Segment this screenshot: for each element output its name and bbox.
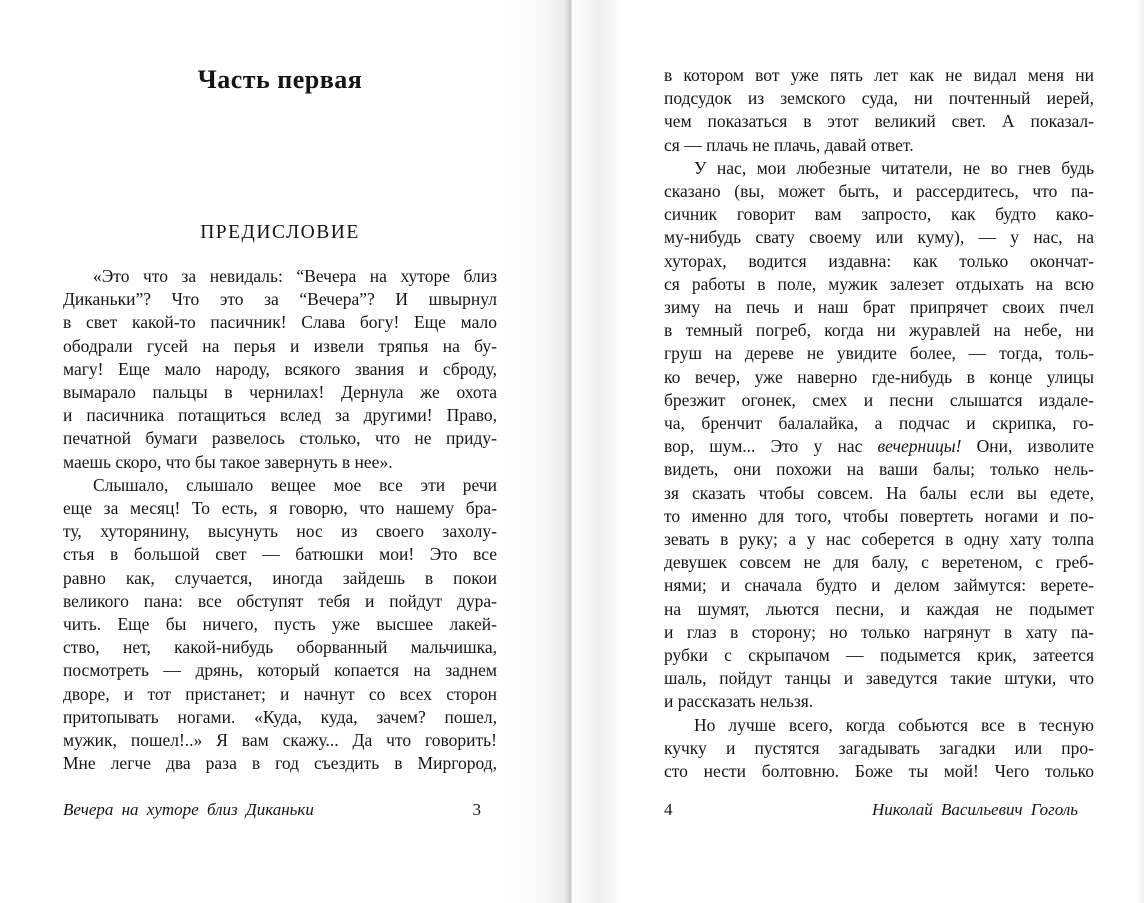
text-line: стья в большой свет — батюшки мои! Это все — [63, 544, 497, 565]
paragraph — [664, 714, 1094, 784]
paragraph — [63, 474, 497, 776]
text-line: подсудок из земского суда, ни почтенный иерей, — [664, 88, 1094, 109]
text-line: ство, нет, какой-нибудь оборванный мальчишка, — [63, 637, 497, 658]
text-line: «Это что за невидаль: “Вечера на хуторе близ — [93, 266, 497, 286]
page-edge-shade — [1136, 0, 1144, 903]
text-line: магу! Еще мало народу, всякого звания и сброду, — [63, 358, 497, 379]
text-line: равно как, случается, иногда зайдешь в покои — [63, 567, 497, 588]
chapter-heading: ПРЕДИСЛОВИЕ — [200, 222, 360, 243]
text-line: сичник говорит вам запросто, как будто како- — [664, 204, 1094, 225]
text-line: ту, хуторянину, высунуть нос из своего захолу- — [63, 521, 497, 542]
text-line: вор, шум... Это у нас вечерницы! Они, изволите — [664, 436, 1094, 457]
text-line: зя сказать чтобы совсем. На балы если вы едете, — [664, 482, 1094, 503]
text-line: девушек совсем не для балу, с веретеном, с греб- — [664, 552, 1094, 573]
text-line: на шумят, льются песни, и каждая не подымет — [664, 598, 1094, 619]
footer-page-number: 3 — [472, 800, 481, 819]
page-gutter-shadow — [500, 0, 640, 903]
text-line: брезжит огонек, смех и песни слышатся издале- — [664, 389, 1094, 410]
text-line: мужик, пошел!..» Я вам скажу... Да что говорить! — [63, 730, 497, 751]
text-line: сказано (вы, может быть, и рассердитесь, что па- — [664, 181, 1094, 202]
left-page-body-text — [63, 265, 497, 775]
text-line: Диканьки”? Что это за “Вечера”? И швырнул — [63, 289, 497, 310]
text-line: ча, бренчит балалайка, а подчас и скрипка, го- — [664, 413, 1094, 434]
text-line: ся работы в поле, мужик залезет отдыхать на всю — [664, 273, 1094, 294]
left-page-footer — [63, 799, 497, 821]
text-line: в свет какой-то пасичник! Слава богу! Еще мало — [63, 312, 497, 333]
text-line: чить. Еще бы ничего, пусть уже высшее лакей- — [63, 614, 497, 635]
text-line: ся — плачь не плачь, давай ответ. — [664, 134, 914, 155]
text-line: му-нибудь свату своему или куму), — у нас, на — [664, 227, 1094, 248]
text-line: Слышало, слышало вещее мое все эти речи — [93, 474, 497, 495]
right-page-body-text — [664, 64, 1094, 783]
left-page — [63, 0, 497, 903]
text-line: то именно для того, чтобы повертеть ногами и по- — [664, 505, 1094, 526]
text-line: рубки с скрыпачом — подымется крик, затеется — [664, 645, 1094, 666]
text-line: У нас, мои любезные читатели, не во гнев будь — [694, 157, 1094, 178]
text-line: и глаз в сторону; но только нагрянут в хату па- — [664, 621, 1094, 642]
text-line: ко вечер, уже наверно где-нибудь в конце улицы — [664, 366, 1094, 387]
text-line: ободрали гусей на перья и извели тряпья на бу- — [63, 335, 497, 356]
text-line: зевать в руку; а у нас соберется в одну хату толпа — [664, 529, 1094, 550]
text-line: видеть, они похожи на ваши балы; только нель- — [664, 459, 1094, 480]
paragraph — [63, 265, 497, 474]
footer-author: Николай Васильевич Гоголь — [871, 800, 1078, 819]
text-line: шаль, пойдут танцы и заведутся такие штуки, что — [664, 668, 1094, 689]
right-page-footer — [664, 799, 1094, 821]
part-title: Часть первая — [197, 65, 363, 94]
footer-page-number: 4 — [664, 800, 673, 819]
text-line: сто нести болтовню. Боже ты мой! Чего только — [664, 761, 1094, 782]
footer-running-title: Вечера на хуторе близ Диканьки — [63, 800, 314, 819]
text-line: и рассказать нельзя. — [664, 691, 814, 712]
text-line: дворе, и тот пристанет; и начнут со всех сторон — [63, 683, 497, 704]
text-line: в темный погреб, когда ни журавлей на небе, ни — [664, 320, 1094, 341]
text-line: великого пана: все обступят тебя и пойдут дура- — [63, 590, 497, 611]
paragraph — [664, 64, 1094, 157]
text-line: нями; и сначала будто и делом займутся: верете- — [664, 575, 1094, 596]
text-line: печатной бумаги развелось столько, что не приду- — [63, 428, 497, 449]
text-line: Но лучше всего, когда собьются все в тесную — [694, 714, 1094, 735]
text-line: груш на дереве не увидите более, — тогда, толь- — [664, 343, 1094, 364]
text-line: в котором вот уже пять лет как не видал меня ни — [664, 65, 1094, 85]
text-line: еще за месяц! То есть, я говорю, что нашему бра- — [63, 498, 497, 519]
text-line: вымарало пальцы в чернилах! Дернула же охота — [63, 382, 497, 403]
text-line: Мне легче два раза в год съездить в Миргород, — [63, 753, 497, 774]
text-line: маешь скоро, что бы такое завернуть в нее». — [63, 451, 393, 472]
text-line: хуторах, водится издавна: как только окончат- — [664, 250, 1094, 271]
text-line: притопывать ногами. «Куда, куда, зачем? пошел, — [63, 706, 497, 727]
paragraph — [664, 157, 1094, 714]
text-line: кучку и пустятся загадывать загадки или про- — [664, 737, 1094, 758]
right-page — [664, 0, 1094, 903]
text-line: и пасичника потащиться вслед за другими! Право, — [63, 405, 497, 426]
text-line: посмотреть — дрянь, который копается на заднем — [63, 660, 497, 681]
text-line: чем показаться в этот великий свет. А показал- — [664, 111, 1094, 132]
text-line: зиму на печь и наш брат припрячет своих пчел — [664, 297, 1094, 318]
